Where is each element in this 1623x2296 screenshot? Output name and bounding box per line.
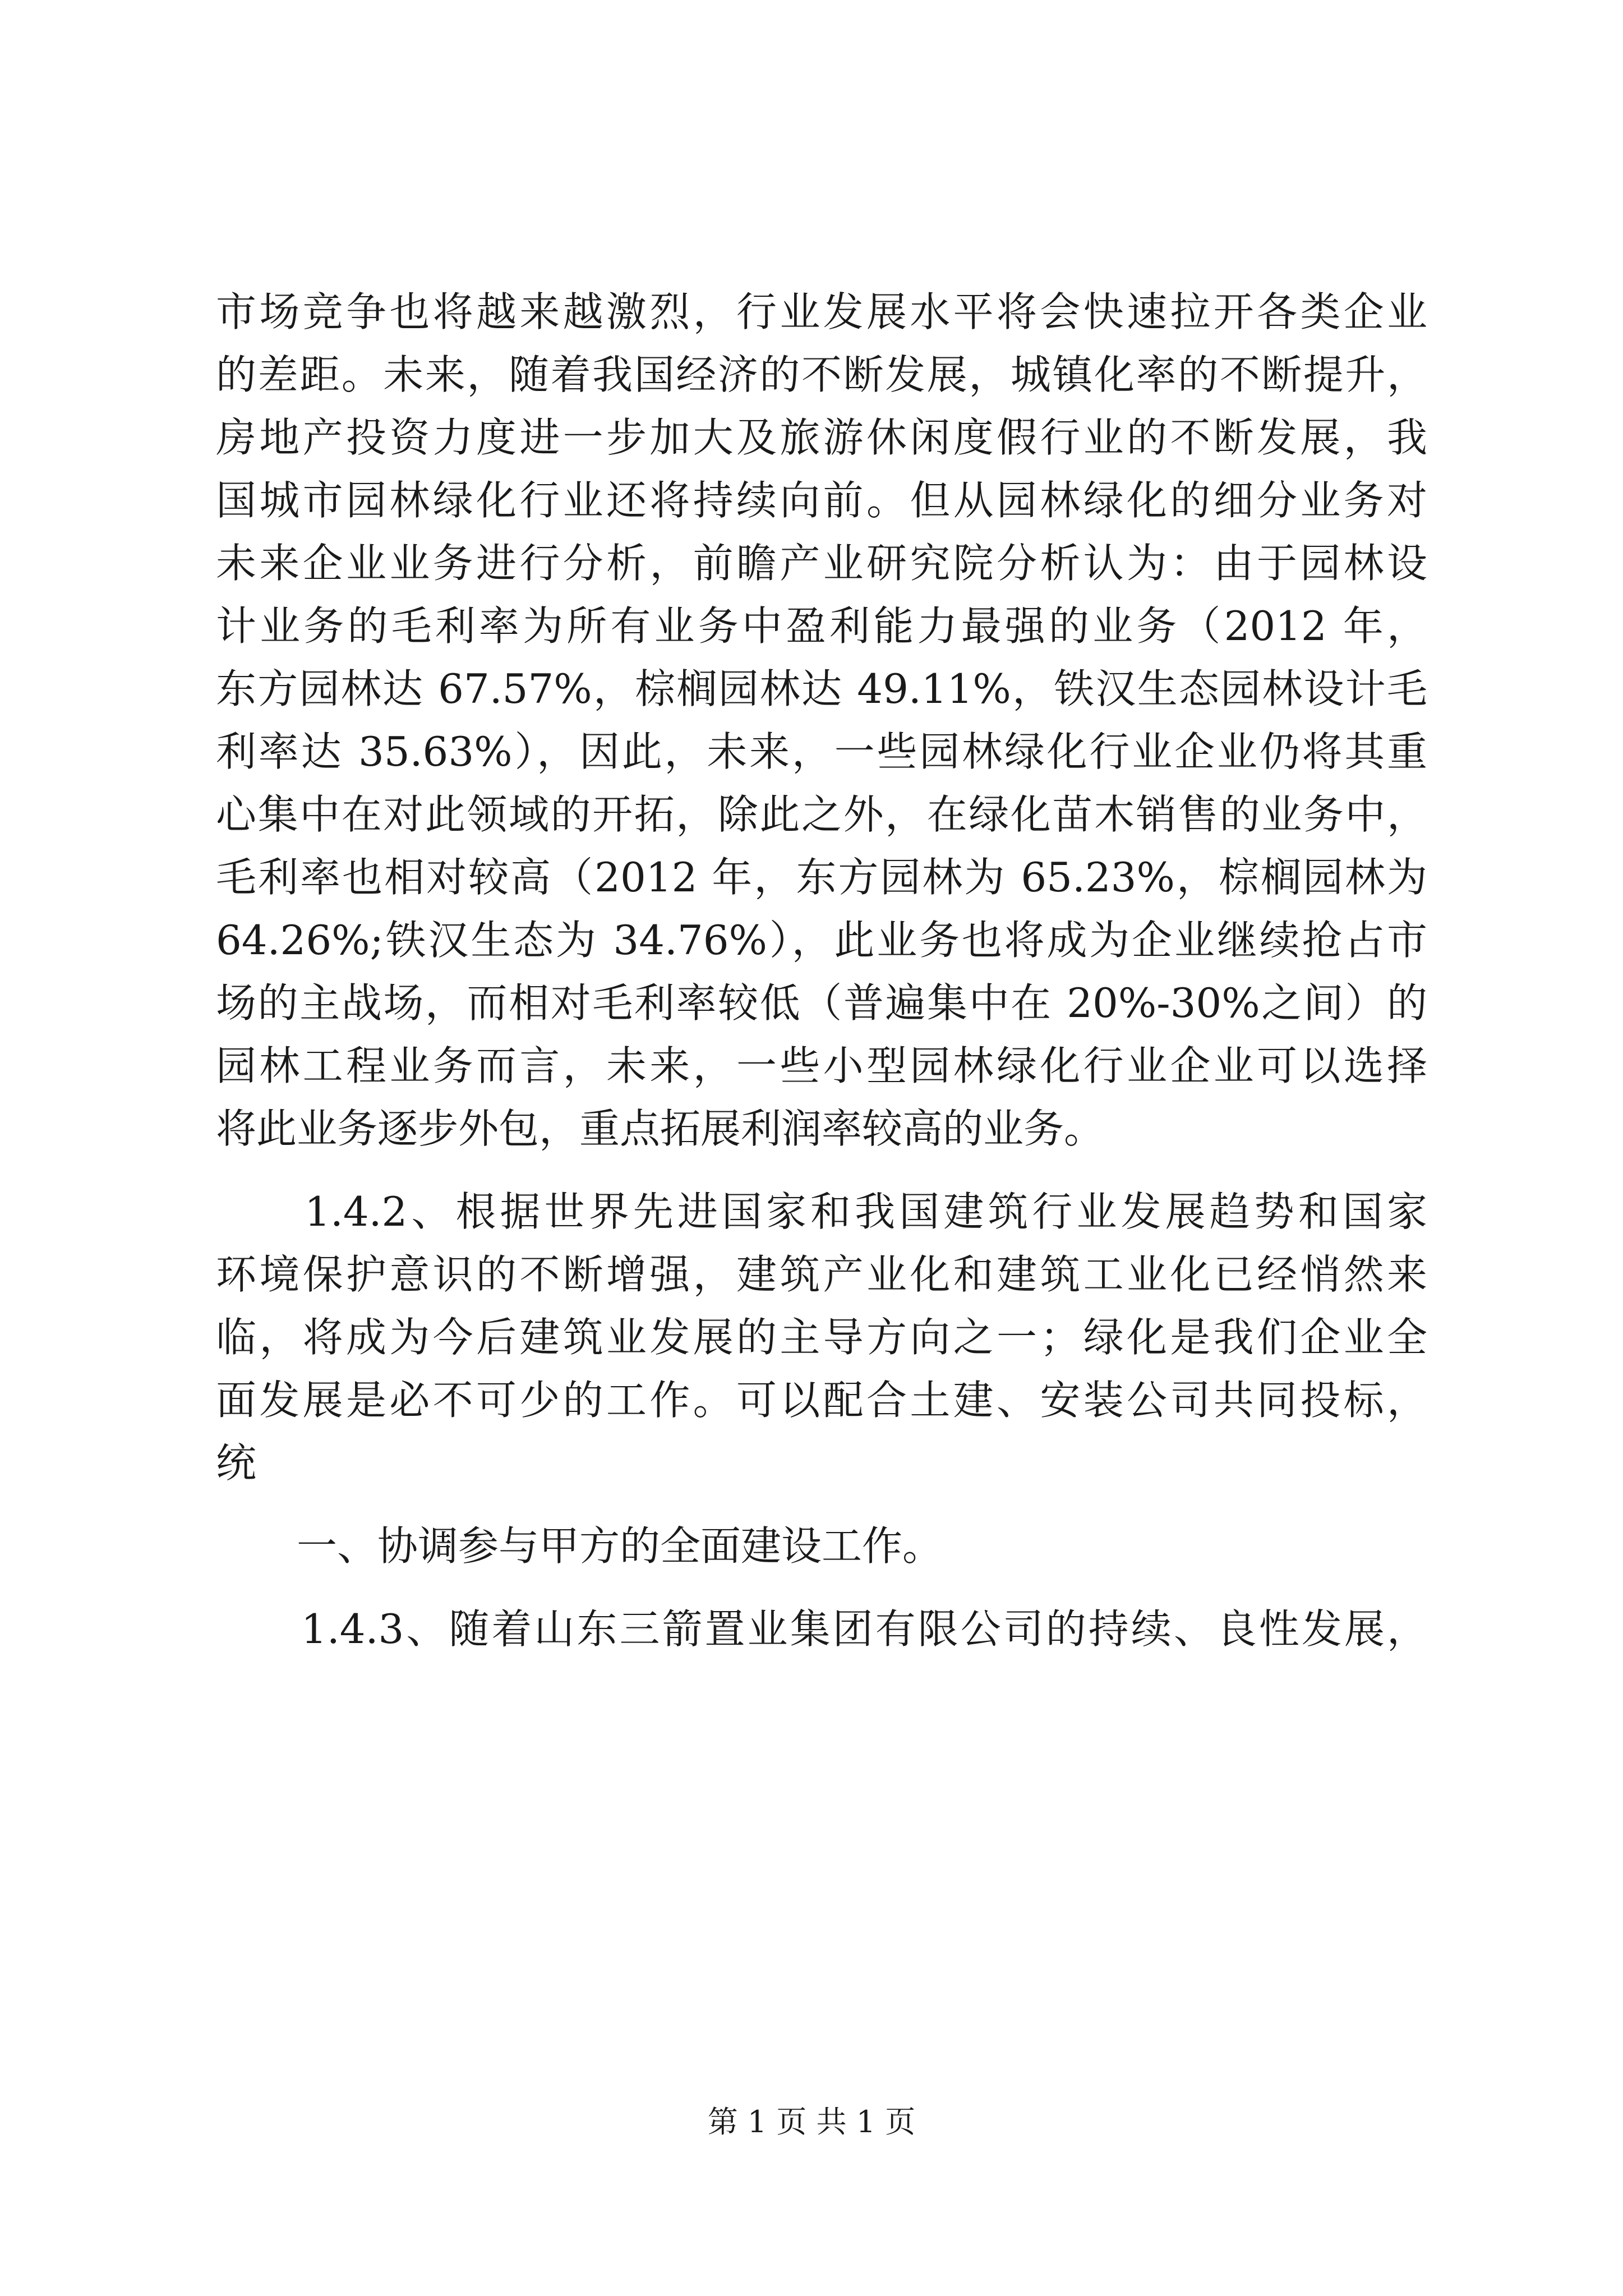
page-footer [0,2102,1623,2142]
document-body [216,280,1427,1660]
text-line: 利率达 35.63%），因此，未来，一些园林绿化行业企业仍将其重 [216,728,1427,775]
text-line: 毛利率也相对较高（2012 年，东方园林为 65.23%，棕榈园林为 [216,854,1427,901]
text-line: 市场竞争也将越来越激烈，行业发展水平将会快速拉开各类企业 [216,288,1427,335]
text-line: 的差距。未来，随着我国经济的不断发展，城镇化率的不断提升， [216,351,1427,398]
paragraph-gap [216,1160,1427,1180]
text-line: 计业务的毛利率为所有业务中盈利能力最强的业务（2012 年， [216,602,1427,650]
text-line: 园林工程业务而言，未来，一些小型园林绿化行业企业可以选择 [216,1042,1427,1089]
text-line: 心集中在对此领域的开拓，除此之外，在绿化苗木销售的业务中， [216,791,1427,838]
text-line: 场的主战场，而相对毛利率较低（普遍集中在 20%-30%之间）的 [216,979,1427,1027]
text-line: 将此业务逐步外包，重点拓展利润率较高的业务。 [216,1105,1105,1152]
text-line: 临，将成为今后建筑业发展的主导方向之一；绿化是我们企业全 [216,1314,1427,1361]
text-line: 未来企业业务进行分析，前瞻产业研究院分析认为：由于园林设 [216,540,1427,587]
paragraph-gap [216,1494,1427,1515]
text-line: 统 [216,1439,257,1487]
page-number: 第 1 页 共 1 页 [707,2104,916,2139]
text-line: 国城市园林绿化行业还将持续向前。但从园林绿化的细分业务对 [216,477,1427,524]
text-line: 64.26%;铁汉生态为 34.76%），此业务也将成为企业继续抢占市 [216,917,1427,964]
text-line: 一、协调参与甲方的全面建设工作。 [216,1522,943,1570]
text-line: 环境保护意识的不断增强，建筑产业化和建筑工业化已经悄然来 [216,1251,1427,1298]
paragraph-gap [216,1577,1427,1598]
text-line: 1.4.3、随着山东三箭置业集团有限公司的持续、良性发展， [216,1605,1427,1653]
text-line: 面发展是必不可少的工作。可以配合土建、安装公司共同投标， [216,1377,1427,1424]
text-line: 东方园林达 67.57%，棕榈园林达 49.11%，铁汉生态园林设计毛 [216,665,1427,712]
text-line: 1.4.2、根据世界先进国家和我国建筑行业发展趋势和国家 [216,1188,1427,1235]
text-line: 房地产投资力度进一步加大及旅游休闲度假行业的不断发展，我 [216,414,1427,461]
